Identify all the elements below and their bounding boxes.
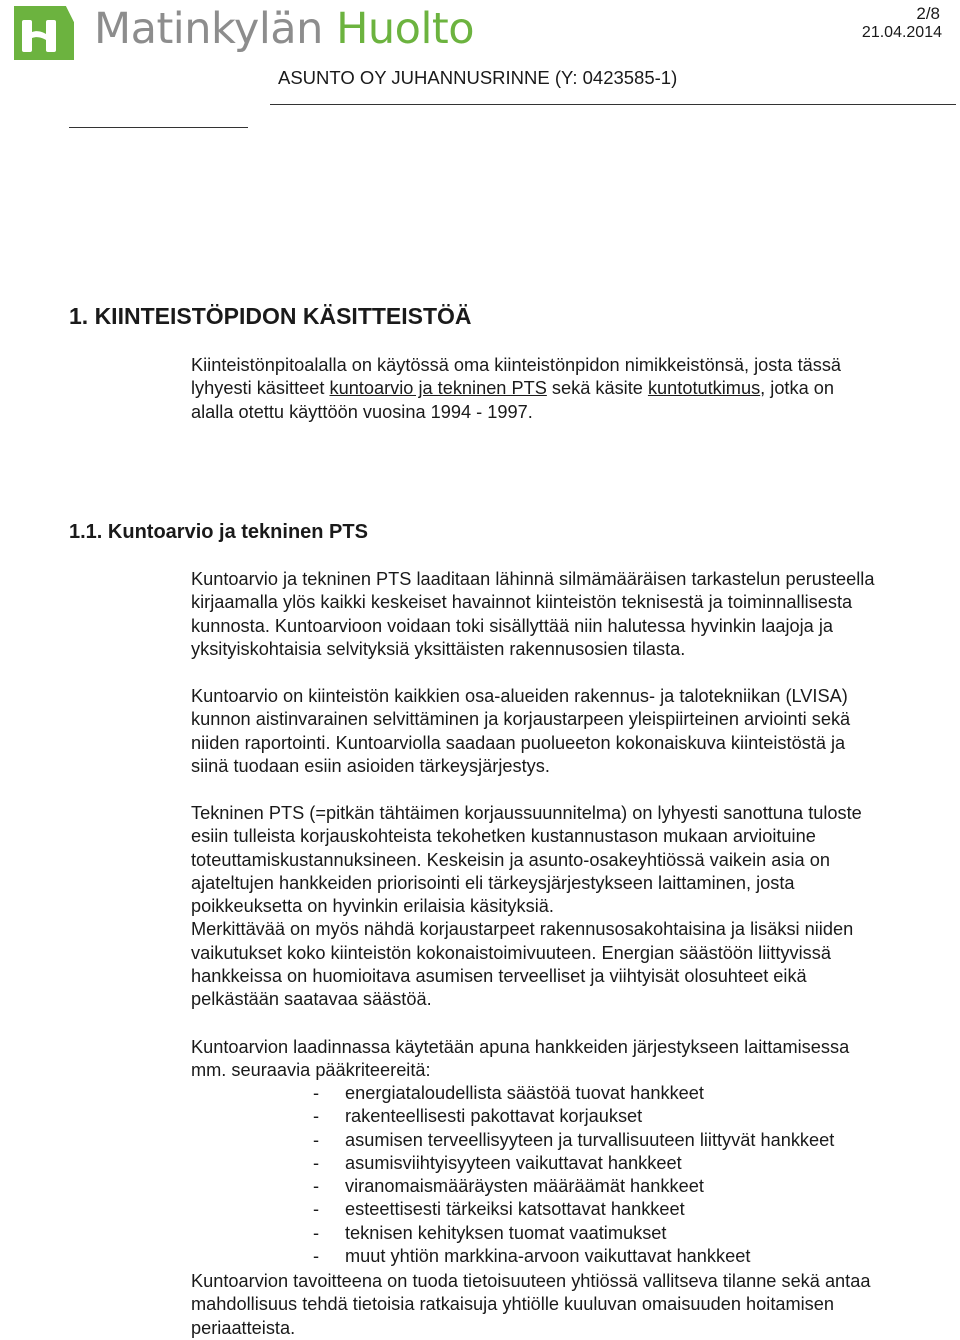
paragraph-line: vaikutukset koko kiinteistön kokonaistoimivuuteen. Energian säästöön liittyvissä: [191, 942, 831, 963]
list-dash: -: [313, 1246, 320, 1267]
paragraph-line: Kuntoarvio on kiinteistön kaikkien osa-alueiden rakennus- ja talotekniikan (LVISA): [191, 686, 848, 706]
paragraph-3: [191, 802, 959, 1012]
list-item: - teknisen kehityksen tuomat vaatimukset: [191, 1222, 834, 1245]
paragraph-1: [191, 568, 959, 661]
logo-wordmark: [94, 3, 475, 54]
paragraph-line: mahdollisuus tehdä tietoisia ratkaisuja yhtiölle kuuluvan omaisuuden hoitamisen: [191, 1294, 835, 1315]
matinkylan-huolto-logo-icon: [8, 2, 76, 64]
paragraph-line: toteuttamiskustannuksineen. Keskeisin ja asunto-osakeyhtiössä vaikein asia on: [191, 849, 830, 870]
list-dash: -: [313, 1199, 320, 1220]
list-item: - viranomaismääräysten määräämät hankkeet: [191, 1175, 834, 1198]
term-kuntotutkimus: kuntotutkimus: [647, 378, 761, 399]
list-dash: -: [313, 1083, 320, 1103]
paragraph-line: hankkeissa on huomioitava asumisen terveelliset ja viihtyisät olosuhteet eikä: [191, 966, 807, 987]
section-1-1-title: 1.1. Kuntoarvio ja tekninen PTS: [69, 521, 368, 543]
paragraph-2: [191, 685, 959, 778]
paragraph-line: Merkittävää on myös nähdä korjaustarpeet rakennusosakohtaisina ja lisäksi niiden: [191, 919, 854, 940]
list-dash: -: [313, 1106, 320, 1127]
list-item: - energiataloudellista säästöä tuovat hankkeet: [191, 1082, 834, 1105]
document-date: 21.04.2014: [861, 24, 942, 41]
logo-word-huolto: Huolto: [336, 3, 475, 54]
paragraph-line: siinä tuodaan esiin asioiden tärkeysjärjestys.: [191, 755, 550, 776]
paragraph-line: kunnosta. Kuntoarvioon voidaan toki sisällyttää niin halutessa hyvinkin laajoja ja: [191, 615, 834, 636]
header-divider: [270, 104, 956, 105]
list-item: - muut yhtiön markkina-arvoon vaikuttavat hankkeet: [191, 1245, 834, 1268]
company-logo: [8, 2, 474, 64]
paragraph-line: kirjaamalla ylös kaikki keskeiset havainnot kiinteistön teknisestä ja toiminnallisesta: [191, 592, 853, 613]
paragraph-5: [191, 1270, 959, 1340]
paragraph-line: esiin tulleista korjauskohteista tekohetken kustannustason mukaan arvioituine: [191, 826, 816, 847]
paragraph-line: periaatteista.: [191, 1317, 296, 1338]
company-name: ASUNTO OY JUHANNUSRINNE (Y: 0423585-1): [278, 67, 678, 88]
short-divider: [69, 127, 248, 128]
list-dash: -: [313, 1222, 320, 1243]
logo-word-matinkylan: Matinkylän: [94, 3, 323, 54]
section-1-intro: [191, 354, 959, 424]
list-dash: -: [313, 1152, 320, 1173]
paragraph-line: poikkeuksetta on hyvinkin erilaisia käsityksiä.: [191, 896, 554, 917]
list-item: - asumisviihtyisyyteen vaikuttavat hankkeet: [191, 1152, 834, 1175]
paragraph-line: pelkästään saatavaa säästöä.: [191, 989, 432, 1010]
page-number: 2/8: [916, 4, 940, 23]
intro-line: alalla otettu käyttöön vuosina 1994 - 1997.: [191, 401, 533, 422]
intro-line: lyhyesti käsitteet kuntoarvio ja tekninen PTS sekä käsite kuntotutkimus, jotka on: [191, 378, 834, 399]
list-item: - asumisen terveellisyyteen ja turvallisuuteen liittyvät hankkeet: [191, 1129, 834, 1152]
section-1-title: 1. KIINTEISTÖPIDON KÄSITTEISTÖÄ: [69, 303, 472, 329]
paragraph-line: Kuntoarvio ja tekninen PTS laaditaan lähinnä silmämääräisen tarkastelun perusteella: [191, 569, 875, 589]
paragraph-line: kunnon aistinvarainen selvittäminen ja korjaustarpeen yleispiirteinen arviointi sekä: [191, 709, 851, 730]
list-dash: -: [313, 1129, 320, 1150]
paragraph-line: Kuntoarvion tavoitteena on tuoda tietoisuuteen yhtiössä vallitseva tilanne sekä antaa: [191, 1271, 871, 1291]
list-dash: -: [313, 1176, 320, 1197]
paragraph-line: niiden raportointi. Kuntoarviolla saadaan puolueeton kokonaiskuva kiinteistöstä ja: [191, 732, 846, 753]
paragraph-line: Kuntoarvion laadinnassa käytetään apuna hankkeiden järjestykseen laittamisessa: [191, 1037, 850, 1057]
intro-line: Kiinteistönpitoalalla on käytössä oma kiinteistönpidon nimikkeistönsä, josta tässä: [191, 355, 842, 375]
list-item: - esteettisesti tärkeiksi katsottavat hankkeet: [191, 1198, 834, 1221]
paragraph-line: Tekninen PTS (=pitkän tähtäimen korjaussuunnitelma) on lyhyesti sanottuna tuloste: [191, 803, 862, 823]
paragraph-line: yksityiskohtaisia selvityksiä yksittäisten rakennusosien tilasta.: [191, 638, 686, 659]
paragraph-line: ajateltujen hankkeiden priorisointi eli tärkeysjärjestykseen laittaminen, josta: [191, 872, 795, 893]
list-item: - rakenteellisesti pakottavat korjaukset: [191, 1105, 834, 1128]
term-kuntoarvio-pts: kuntoarvio ja tekninen PTS: [329, 378, 547, 399]
criteria-list: [191, 1082, 834, 1268]
paragraph-line: mm. seuraavia pääkriteereitä:: [191, 1060, 431, 1081]
paragraph-4: [191, 1036, 959, 1083]
